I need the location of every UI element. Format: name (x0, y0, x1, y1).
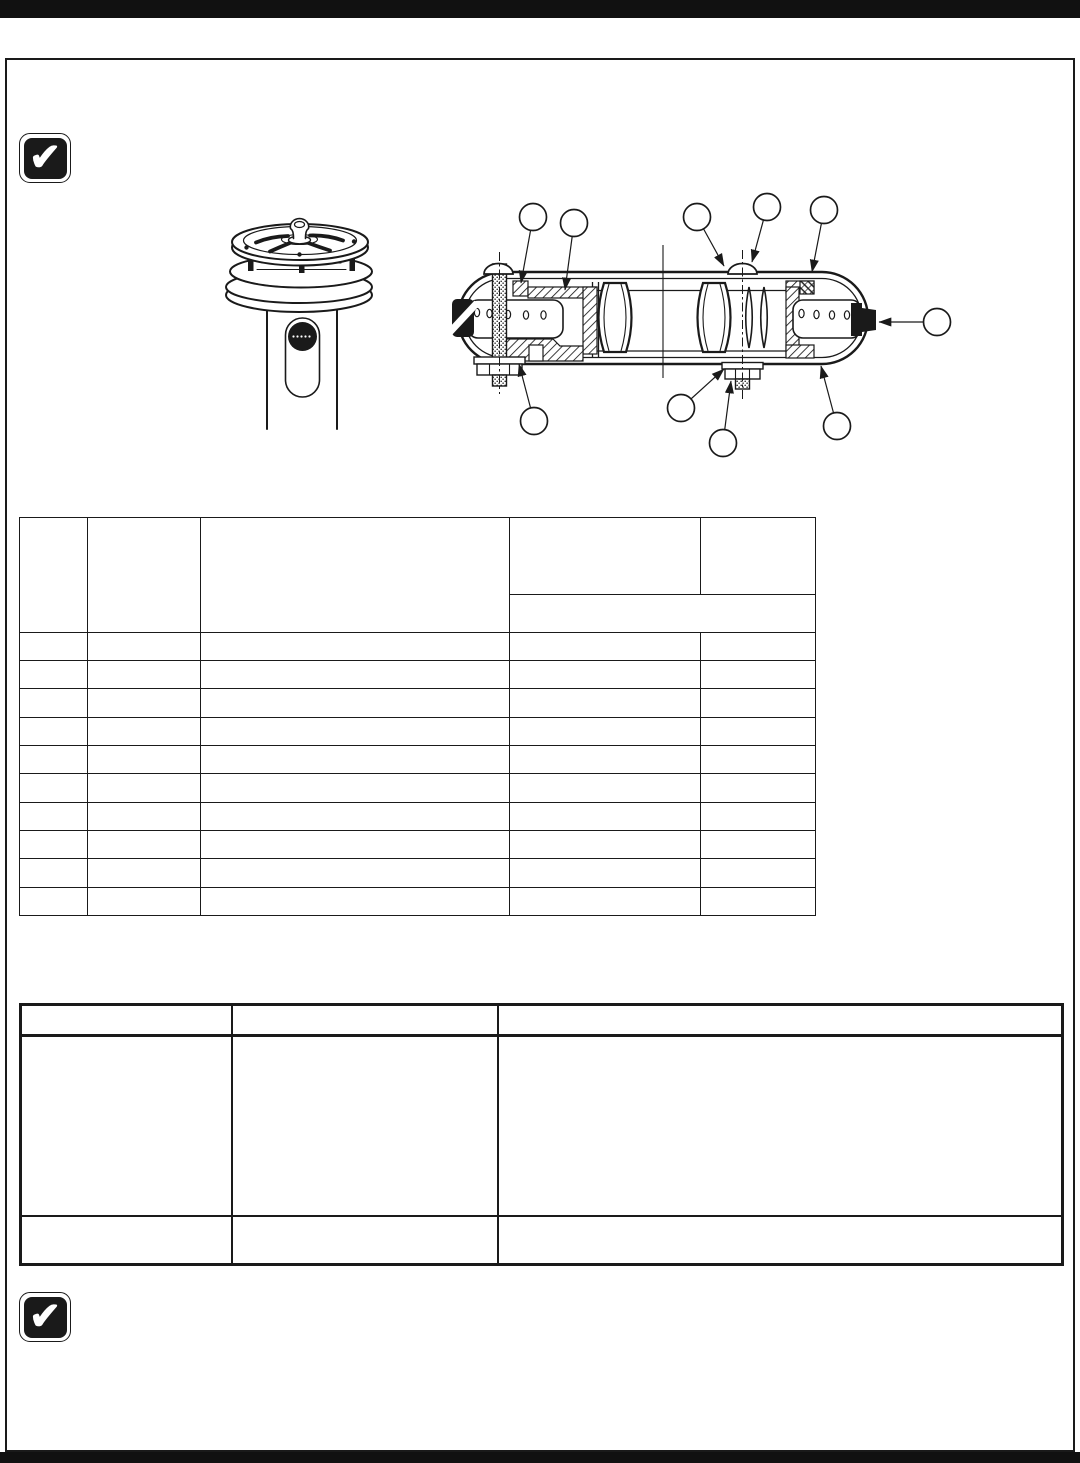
table-cell (701, 802, 816, 830)
table-cell (88, 774, 201, 802)
table-cell (510, 717, 701, 745)
table-cell (701, 887, 816, 915)
table-cell (510, 689, 701, 717)
table-cell (510, 887, 701, 915)
table-cell (88, 518, 201, 633)
vent-cap-top (232, 219, 368, 266)
perforated-plate-right (793, 300, 861, 338)
table-cell (701, 859, 816, 887)
table-cell (88, 717, 201, 745)
table-row (21, 1005, 1063, 1036)
table-cell (20, 774, 88, 802)
table-cell (201, 632, 510, 660)
table-cell (498, 1005, 1063, 1036)
table-cell (510, 632, 701, 660)
table-cell (232, 1005, 498, 1036)
table-cell (20, 660, 88, 688)
table-cell (701, 689, 816, 717)
table-cell (201, 660, 510, 688)
table-cell (701, 632, 816, 660)
table-cell (510, 802, 701, 830)
table-row (20, 830, 816, 858)
perforated-plate-left (468, 300, 563, 338)
pipe (267, 296, 337, 429)
callout-circle (561, 210, 588, 237)
table-cell (20, 632, 88, 660)
table-cell (88, 859, 201, 887)
left-dome-cap (484, 264, 513, 275)
table-cell (20, 859, 88, 887)
table-row (21, 1216, 1063, 1265)
table-cell (701, 774, 816, 802)
table-cell (701, 717, 816, 745)
table-cell (88, 660, 201, 688)
parts-table-area (19, 517, 816, 916)
table-cell (701, 660, 816, 688)
table-row (20, 859, 816, 887)
table-cell (20, 887, 88, 915)
callout-circle (811, 197, 838, 224)
table-row (20, 745, 816, 773)
table-row (20, 717, 816, 745)
vent-figure (0, 0, 1080, 480)
table-cell (498, 1036, 1063, 1216)
table-cell (201, 689, 510, 717)
table-cell (201, 774, 510, 802)
vent-cap-perspective-diagram (226, 219, 372, 429)
table-row (20, 774, 816, 802)
table-row (20, 518, 816, 595)
table-cell (701, 745, 816, 773)
callout-circle (710, 430, 737, 457)
table-cell (88, 632, 201, 660)
table-cell (701, 518, 816, 595)
table-cell (201, 518, 510, 633)
table-cell (88, 689, 201, 717)
table-cell (232, 1036, 498, 1216)
checked-checkbox-icon (19, 1292, 71, 1342)
table-cell (20, 717, 88, 745)
info-table (19, 1003, 1064, 1266)
parts-table (19, 517, 816, 916)
table-row (20, 689, 816, 717)
table-cell (201, 802, 510, 830)
table-cell (510, 660, 701, 688)
table-cell (21, 1036, 232, 1216)
table-cell (20, 518, 88, 633)
table-cell (510, 745, 701, 773)
table-cell (510, 518, 701, 595)
callout-circle (521, 408, 548, 435)
callout-circle (924, 309, 951, 336)
checkmark-glyph: ✔ (24, 1297, 67, 1338)
table-cell (20, 745, 88, 773)
callout-circle (668, 395, 695, 422)
table-cell (701, 830, 816, 858)
table-cell (201, 859, 510, 887)
table-cell (510, 859, 701, 887)
info-table-area (19, 1003, 1064, 1266)
table-cell (201, 717, 510, 745)
table-row (20, 887, 816, 915)
table-cell (20, 689, 88, 717)
table-cell (510, 830, 701, 858)
table-cell (510, 595, 816, 633)
table-cell (88, 887, 201, 915)
table-cell (232, 1216, 498, 1265)
checkmark-glyph: ✔ (24, 138, 67, 179)
table-cell (498, 1216, 1063, 1265)
table-cell (88, 802, 201, 830)
table-cell (88, 745, 201, 773)
table-cell (510, 774, 701, 802)
table-cell (20, 802, 88, 830)
vent-cap-cross-section-diagram (449, 245, 876, 399)
table-cell (88, 830, 201, 858)
table-cell (20, 830, 88, 858)
table-row (20, 660, 816, 688)
table-cell (201, 830, 510, 858)
callout-circle (824, 413, 851, 440)
table-row (20, 802, 816, 830)
callout-circle (754, 194, 781, 221)
table-cell (201, 745, 510, 773)
table-cell (201, 887, 510, 915)
table-row (20, 632, 816, 660)
callout-circle (520, 204, 547, 231)
bottom-black-bar (0, 1452, 1080, 1463)
table-cell (21, 1005, 232, 1036)
table-row (21, 1036, 1063, 1216)
callout-circle (684, 204, 711, 231)
table-cell (21, 1216, 232, 1265)
